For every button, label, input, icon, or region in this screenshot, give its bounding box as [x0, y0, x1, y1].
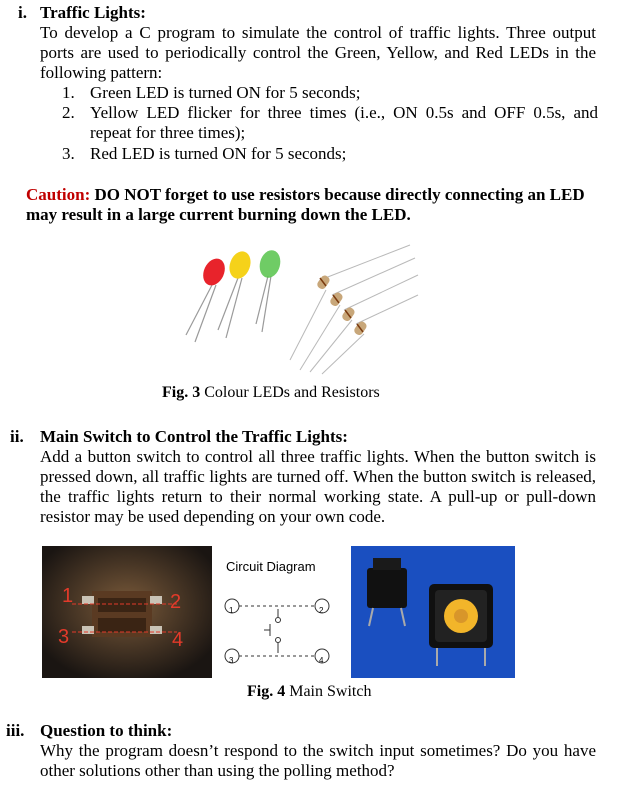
step-3-num: 3. [62, 144, 75, 163]
fig3-text: Colour LEDs and Resistors [200, 384, 380, 401]
section-i-intro: To develop a C program to simulate the control of traffic lights. Three output ports are used to periodically control the Green, Yellow, and Red LEDs in the following pattern: [40, 23, 596, 82]
yellow-led [226, 248, 254, 281]
photo-pin-1: 1 [62, 585, 74, 607]
section-i-marker: i. [18, 3, 27, 22]
tactile-switch-yellow [429, 584, 493, 666]
tactile-switch-photo [351, 546, 515, 678]
fig3-caption [162, 383, 380, 403]
photo-pin-2: 2 [170, 591, 182, 613]
fig4-caption [247, 682, 371, 702]
green-led [257, 248, 284, 280]
step-2-num: 2. [62, 103, 75, 122]
section-ii-body: Add a button switch to control all three traffic lights. When the button switch is pressed down, all traffic lights are turned off. When the button switch is released, the traffic lights return to their normal working state. A pull-up or pull-down resistor may be used depending on your own code. [40, 447, 596, 526]
step-3-text: Red LED is turned ON for 5 seconds; [90, 144, 347, 163]
caution-note [26, 185, 586, 225]
section-iii-heading: Question to think: [40, 721, 173, 740]
section-iii-body: Why the program doesn’t respond to the switch input sometimes? Do you have other solutions other than using the polling method? [40, 741, 596, 780]
section-ii-marker: ii. [10, 427, 24, 446]
caution-text: DO NOT forget to use resistors because directly connecting an LED may result in a large current burning down the LED. [26, 185, 585, 224]
circuit-node-1: 1 [229, 606, 234, 615]
fig3-label: Fig. 3 [162, 384, 201, 401]
photo-pin-3: 3 [58, 626, 70, 648]
circuit-title: Circuit Diagram [226, 559, 316, 574]
circuit-diagram [218, 590, 343, 670]
step-2-text: Yellow LED flicker for three times (i.e., ON 0.5s and OFF 0.5s, and repeat for three times); [90, 103, 598, 142]
caution-label: Caution: [26, 185, 91, 204]
resistors [316, 274, 368, 337]
step-1-num: 1. [62, 83, 75, 102]
section-ii-heading: Main Switch to Control the Traffic Lights: [40, 427, 348, 446]
leds-resistors-image [170, 240, 420, 375]
fig4-text: Main Switch [285, 683, 372, 700]
section-iii-marker: iii. [6, 721, 25, 740]
fig4-label: Fig. 4 [247, 683, 286, 700]
photo-pin-4: 4 [172, 629, 184, 651]
circuit-node-4: 4 [319, 656, 324, 665]
switch-photo [42, 546, 212, 678]
section-i-heading: Traffic Lights: [40, 3, 146, 22]
tactile-switch-image [351, 546, 515, 678]
circuit-node-2: 2 [319, 606, 324, 615]
circuit-node-3: 3 [229, 656, 234, 665]
smd-switch-image [42, 546, 212, 678]
step-1-text: Green LED is turned ON for 5 seconds; [90, 83, 361, 102]
tactile-switch-black [367, 558, 407, 626]
red-led [199, 255, 229, 289]
